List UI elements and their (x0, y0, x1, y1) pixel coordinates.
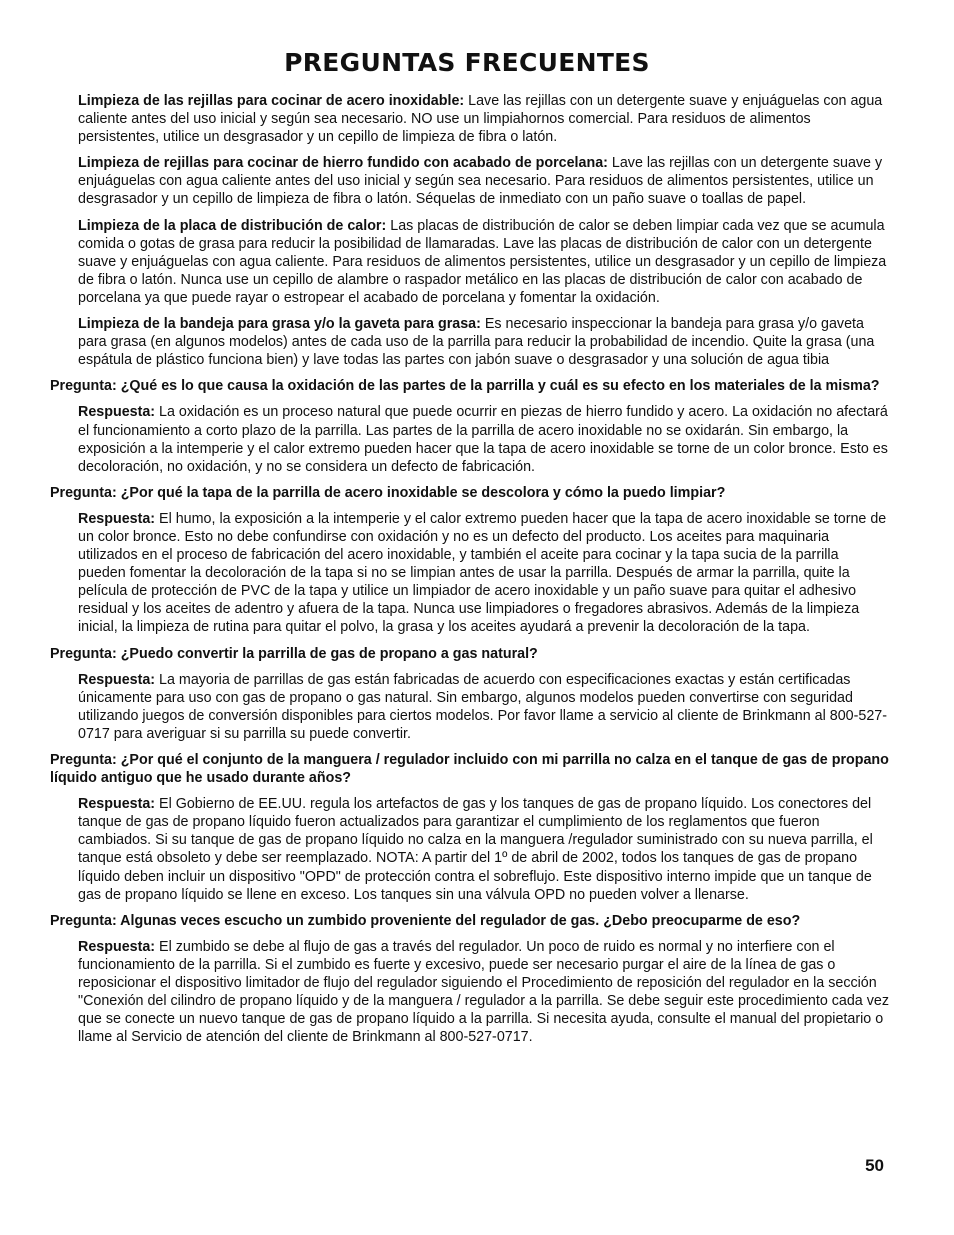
paragraph-text: El Gobierno de EE.UU. regula los artefactos de gas y los tanques de gas de propano líquido. Los conectores del tanque de gas de propano líquido fueron actualizados para garantizar el cumplimiento de los reglamentos que fueron cambiados. Si su tanque de gas de propano líquido no calza en la manguera /regulador suministrado con su nueva parrilla, el tanque está obsoleto y debe ser reemplazado. NOTA: A partir del 1º de abril de 2002, todos los tanques de gas de propano líquido deben incluir un dispositivo "OPD" de protección contra el sobreflujo. Este dispositivo interno impide que un tanque de gas de propano líquido se llene en exceso. Los tanques sin una válvula OPD no pueden volver a llenarse. (78, 796, 873, 903)
faq-paragraph (78, 671, 890, 743)
faq-paragraph (78, 403, 890, 475)
paragraph-label: Respuesta: (78, 404, 156, 421)
paragraph-text: Lave las rejillas con un detergente suave y enjuáguelas con agua caliente antes del uso inicial y según sea necesario. Para residuos de alimentos persistentes, utilice un desgrasador y un cepillo de limpieza de fibra o latón. Séquelas de inmediato con un paño suave o toallas de papel. (78, 155, 883, 208)
faq-paragraph (78, 92, 890, 146)
paragraph-text: Es necesario inspeccionar la bandeja para grasa y/o gaveta para grasa (en algunos modelos) antes de cada uso de la parrilla para reducir la probabilidad de incendio. Quite la grasa (una espátula de plástico funciona bien) y lave todas las partes con jabón suave o desgrasador y una solución de agua tibia (78, 316, 875, 369)
paragraph-label: Respuesta: (78, 671, 156, 688)
faq-paragraph (78, 795, 890, 904)
paragraph-text: El humo, la exposición a la intemperie y el calor extremo pueden hacer que la tapa de acero inoxidable se torne de un color bronce. Esto no debe confundirse con oxidación y no es un defecto del producto. Los aceites para maquinaria utilizados en el proceso de fabricación del acero inoxidable, y también el aceite para cocinar y la tapa sucia de la parrilla pueden fomentar la decoloración de la tapa si no se limpian antes de usar la parrilla. Después de armar la parrilla, quite la película de protección de PVC de la tapa y utilice un limpiador de acero inoxidable y un paño suave para quitar el adhesivo residual y los aceites de adentro y afuera de la tapa. Nunca use limpiadores o fregadores abrasivos. Además de la limpieza inicial, la limpieza de rutina para quitar el polvo, la grasa y los aceites ayudará a prevenir la decoloración de la tapa. (78, 510, 887, 636)
faq-question: Pregunta: ¿Por qué la tapa de la parrilla de acero inoxidable se descolora y cómo la puedo limpiar? (50, 484, 726, 501)
faq-paragraph (78, 510, 890, 637)
paragraph-label: Limpieza de la placa de distribución de calor: (78, 217, 387, 234)
paragraph-text: La oxidación es un proceso natural que puede ocurrir en piezas de hierro fundido y acero. La oxidación no afectará el funcionamiento a corto plazo de la parrilla. Las partes de la parrilla de acero inoxidable no se oxidarán. Sin embargo, la exposición a la intemperie y el calor extremo pueden hacer que la tapa de acero inoxidable se torne de un color bronce. Esto es decoloración, no oxidación, y no se considera un defecto de fabricación. (78, 404, 888, 475)
paragraph-text: Las placas de distribución de calor se deben limpiar cada vez que se acumula comida o gotas de grasa para reducir la posibilidad de llamaradas. Lave las placas de distribución de calor con un detergente suave y enjuáguelas con agua caliente. Para residuos de alimentos persistentes, utilice un desgrasador y un cepillo de limpieza de fibra o latón. Nunca use un cepillo de alambre o raspador metálico en las placas de distribución de calor con acabado de porcelana ya que puede rayar o estropear el acabado de porcelana y fomentar la oxidación. (78, 217, 887, 306)
faq-question: Pregunta: ¿Por qué el conjunto de la manguera / regulador incluido con mi parrilla no calza en el tanque de gas de propano líquido antiguo que he usado durante años? (50, 752, 889, 787)
page-number: 50 (865, 1156, 884, 1175)
faq-paragraph (78, 154, 890, 208)
paragraph-label: Limpieza de rejillas para cocinar de hierro fundido con acabado de porcelana: (78, 155, 608, 172)
paragraph-label: Respuesta: (78, 796, 156, 813)
faq-question: Pregunta: ¿Puedo convertir la parrilla de gas de propano a gas natural? (50, 645, 538, 662)
paragraph-text: El zumbido se debe al flujo de gas a través del regulador. Un poco de ruido es normal y no interfiere con el funcionamiento de la parrilla. Si el zumbido es fuerte y excesivo, puede ser necesario purgar el aire de la línea de gas o reposicionar el dispositivo limitador de flujo del regulador siguiendo el Procedimiento de reposición del regulador en la sección "Conexión del cilindro de propano líquido y de la manguera / regulador a la parrilla. Se debe seguir este procedimiento cada vez que se conecte un nuevo tanque de gas de propano líquido a la parrilla. Si necesita ayuda, consulte el manual del propietario o llame al Servicio de atención del cliente de Brinkmann al 800-527-0717. (78, 938, 889, 1046)
paragraph-label: Respuesta: (78, 938, 156, 955)
paragraph-text: La mayoria de parrillas de gas están fabricadas de acuerdo con especificaciones exactas y están certificadas únicamente para uso con gas de propano o gas natural. Sin embargo, algunos modelos pueden convertirse con seguridad utilizando juegos de conversión disponibles para ciertos modelos. Por favor llame a servicio al cliente de Brinkmann al 800-527-0717 para averiguar si su parrilla su puede convertir. (78, 671, 888, 742)
page-title: PREGUNTAS FRECUENTES (284, 48, 650, 77)
faq-paragraph (78, 315, 890, 369)
faq-content (50, 92, 890, 1054)
paragraph-label: Limpieza de la bandeja para grasa y/o la gaveta para grasa: (78, 316, 481, 333)
faq-question: Pregunta: Algunas veces escucho un zumbido proveniente del regulador de gas. ¿Debo preocuparme de eso? (50, 912, 801, 929)
paragraph-label: Respuesta: (78, 510, 156, 527)
paragraph-label: Limpieza de las rejillas para cocinar de acero inoxidable: (78, 93, 465, 109)
faq-paragraph (78, 938, 890, 1047)
faq-paragraph (78, 217, 890, 307)
faq-question: Pregunta: ¿Qué es lo que causa la oxidación de las partes de la parrilla y cuál es su efecto en los materiales de la misma? (50, 378, 880, 395)
paragraph-text: Lave las rejillas con un detergente suave y enjuáguelas con agua caliente antes del uso inicial y según sea necesario. NO use un limpiahornos comercial. Para residuos de alimentos persistentes, utilice un desgrasador y un cepillo de limpieza de fibra o latón. (78, 93, 883, 146)
